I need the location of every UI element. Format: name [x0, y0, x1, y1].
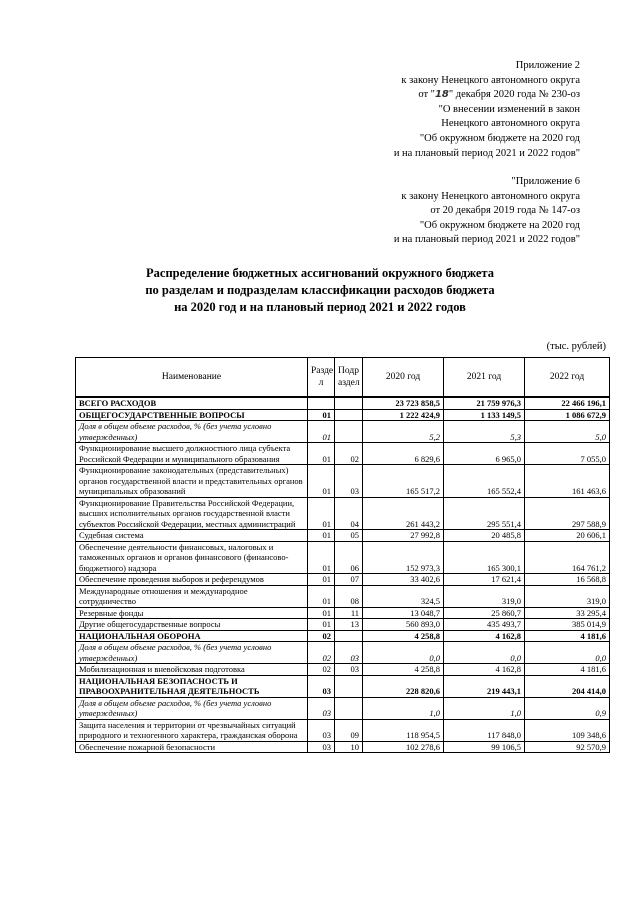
cell-2021: 17 621,4 [444, 574, 525, 586]
cell-2021: 5,3 [444, 421, 525, 443]
cell-2022: 297 588,9 [525, 497, 610, 530]
cell-name: Функционирование законодательных (представительных) органов государственной власти и представительных органов муниципальных образований [76, 465, 308, 498]
cell-section: 01 [308, 619, 335, 631]
cell-2021: 1,0 [444, 697, 525, 719]
table-row [76, 619, 610, 631]
cell-name: НАЦИОНАЛЬНАЯ БЕЗОПАСНОСТЬ И ПРАВООХРАНИТЕЛЬНАЯ ДЕЯТЕЛЬНОСТЬ [76, 675, 308, 697]
appendix-date-line: от "18" декабря 2020 года № 230-оз [418, 89, 580, 101]
cell-2021: 4 162,8 [444, 630, 525, 642]
cell-2021: 165 300,1 [444, 541, 525, 574]
cell-2020: 13 048,7 [363, 607, 444, 619]
cell-2022: 385 014,9 [525, 619, 610, 631]
cell-subsection: 03 [335, 465, 363, 498]
appendix-line: Ненецкого автономного округа [441, 118, 580, 130]
cell-name: Резервные фонды [76, 607, 308, 619]
cell-2020: 228 820,6 [363, 675, 444, 697]
cell-2021: 435 493,7 [444, 619, 525, 631]
cell-2022: 20 606,1 [525, 530, 610, 542]
cell-subsection: 04 [335, 497, 363, 530]
cell-2021: 165 552,4 [444, 465, 525, 498]
appendix-line: к закону Ненецкого автономного округа [401, 74, 580, 86]
cell-section: 01 [308, 443, 335, 465]
table-row [76, 719, 610, 741]
cell-2020: 118 954,5 [363, 719, 444, 741]
cell-name: Судебная система [76, 530, 308, 542]
table-row [76, 741, 610, 753]
appendix-line: от 20 декабря 2019 года № 147-оз [430, 205, 580, 217]
cell-2022: 1 086 672,9 [525, 409, 610, 421]
cell-2022: 4 181,6 [525, 664, 610, 676]
appendix-line: и на плановый период 2021 и 2022 годов" [393, 147, 580, 159]
table-row [76, 397, 610, 409]
appendix-line: "Об окружном бюджете на 2020 год [419, 219, 580, 231]
header-subsection: Подр аздел [335, 358, 363, 398]
table-row [76, 585, 610, 607]
cell-section: 01 [308, 574, 335, 586]
cell-2020: 6 829,6 [363, 443, 444, 465]
cell-section: 01 [308, 465, 335, 498]
cell-section: 02 [308, 630, 335, 642]
cell-2020: 4 258,8 [363, 630, 444, 642]
cell-subsection: 10 [335, 741, 363, 753]
cell-section: 01 [308, 530, 335, 542]
cell-2022: 0,0 [525, 642, 610, 664]
table-body [76, 397, 610, 753]
cell-name: Защита населения и территории от чрезвычайных ситуаций природного и техногенного характера, гражданская оборона [76, 719, 308, 741]
cell-section [308, 397, 335, 409]
cell-2020: 560 893,0 [363, 619, 444, 631]
cell-2022: 109 348,6 [525, 719, 610, 741]
cell-2020: 1 222 424,9 [363, 409, 444, 421]
header-2022: 2022 год [525, 358, 610, 398]
cell-name: Другие общегосударственные вопросы [76, 619, 308, 631]
cell-section: 03 [308, 697, 335, 719]
cell-2022: 22 466 196,1 [525, 397, 610, 409]
cell-subsection: 09 [335, 719, 363, 741]
cell-2022: 16 568,8 [525, 574, 610, 586]
table-row [76, 443, 610, 465]
budget-table [75, 357, 610, 753]
cell-name: Доля в общем объеме расходов, % (без учета условно утвержденных) [76, 421, 308, 443]
table-row [76, 642, 610, 664]
cell-2021: 6 965,0 [444, 443, 525, 465]
cell-name: Доля в общем объеме расходов, % (без учета условно утвержденных) [76, 642, 308, 664]
cell-section: 01 [308, 421, 335, 443]
table-row [76, 664, 610, 676]
cell-2020: 324,5 [363, 585, 444, 607]
cell-2022: 92 570,9 [525, 741, 610, 753]
title-line: Распределение бюджетных ассигнований окружного бюджета [146, 266, 494, 280]
cell-2021: 99 106,5 [444, 741, 525, 753]
cell-subsection [335, 409, 363, 421]
appendix-line: "Об окружном бюджете на 2020 год [419, 132, 580, 144]
header-2021: 2021 год [444, 358, 525, 398]
table-row [76, 465, 610, 498]
cell-2020: 5,2 [363, 421, 444, 443]
handwritten-day: 18 [434, 89, 449, 101]
cell-subsection: 11 [335, 607, 363, 619]
header-section: Разде л [308, 358, 335, 398]
cell-name: ОБЩЕГОСУДАРСТВЕННЫЕ ВОПРОСЫ [76, 409, 308, 421]
table-row [76, 675, 610, 697]
cell-2020: 33 402,6 [363, 574, 444, 586]
cell-name: Обеспечение пожарной безопасности [76, 741, 308, 753]
table-row [76, 574, 610, 586]
title-line: по разделам и подразделам классификации расходов бюджета [145, 283, 495, 297]
cell-name: Доля в общем объеме расходов, % (без учета условно утвержденных) [76, 697, 308, 719]
cell-2020: 0,0 [363, 642, 444, 664]
cell-subsection: 02 [335, 443, 363, 465]
cell-2022: 319,0 [525, 585, 610, 607]
cell-2021: 219 443,1 [444, 675, 525, 697]
table-row [76, 421, 610, 443]
cell-section: 03 [308, 741, 335, 753]
cell-2020: 27 992,8 [363, 530, 444, 542]
cell-section: 02 [308, 664, 335, 676]
document-title [0, 265, 640, 316]
appendix-line: "О внесении изменений в закон [438, 103, 580, 115]
cell-2021: 21 759 976,3 [444, 397, 525, 409]
units-label: (тыс. рублей) [546, 341, 606, 352]
cell-2021: 319,0 [444, 585, 525, 607]
cell-name: Функционирование Правительства Российской Федерации, высших исполнительных органов государственной власти субъектов Российской Федерации, местных администраций [76, 497, 308, 530]
cell-2022: 4 181,6 [525, 630, 610, 642]
cell-2020: 4 258,8 [363, 664, 444, 676]
appendix-line: и на плановый период 2021 и 2022 годов" [393, 234, 580, 246]
cell-2020: 152 973,3 [363, 541, 444, 574]
cell-2022: 204 414,0 [525, 675, 610, 697]
cell-subsection [335, 421, 363, 443]
cell-2021: 1 133 149,5 [444, 409, 525, 421]
cell-2020: 23 723 858,5 [363, 397, 444, 409]
cell-subsection [335, 630, 363, 642]
table-row [76, 541, 610, 574]
cell-name: Международные отношения и международное сотрудничество [76, 585, 308, 607]
cell-section: 03 [308, 675, 335, 697]
cell-section: 01 [308, 497, 335, 530]
cell-subsection [335, 675, 363, 697]
table-row [76, 497, 610, 530]
cell-section: 01 [308, 409, 335, 421]
cell-2021: 117 848,0 [444, 719, 525, 741]
appendix-line: Приложение 2 [515, 60, 580, 71]
appendix-6-block [394, 175, 580, 248]
cell-2022: 5,0 [525, 421, 610, 443]
cell-subsection: 07 [335, 574, 363, 586]
table-row [76, 630, 610, 642]
cell-2022: 7 055,0 [525, 443, 610, 465]
cell-2022: 33 295,4 [525, 607, 610, 619]
cell-2021: 25 860,7 [444, 607, 525, 619]
header-name: Наименование [76, 358, 308, 398]
table-row [76, 697, 610, 719]
cell-subsection: 03 [335, 664, 363, 676]
cell-2021: 295 551,4 [444, 497, 525, 530]
cell-section: 01 [308, 607, 335, 619]
cell-name: Обеспечение проведения выборов и референдумов [76, 574, 308, 586]
table-row [76, 409, 610, 421]
cell-name: Функционирование высшего должностного лица субъекта Российской Федерации и муниципального образования [76, 443, 308, 465]
cell-section: 03 [308, 719, 335, 741]
appendix-2-block [394, 59, 580, 161]
cell-2020: 102 278,6 [363, 741, 444, 753]
cell-section: 01 [308, 541, 335, 574]
cell-2021: 4 162,8 [444, 664, 525, 676]
cell-section: 01 [308, 585, 335, 607]
cell-subsection: 05 [335, 530, 363, 542]
cell-name: Мобилизационная и вневойсковая подготовка [76, 664, 308, 676]
cell-2020: 1,0 [363, 697, 444, 719]
cell-name: НАЦИОНАЛЬНАЯ ОБОРОНА [76, 630, 308, 642]
cell-subsection [335, 697, 363, 719]
cell-2020: 165 517,2 [363, 465, 444, 498]
cell-section: 02 [308, 642, 335, 664]
cell-2020: 261 443,2 [363, 497, 444, 530]
cell-2021: 0,0 [444, 642, 525, 664]
title-line: на 2020 год и на плановый период 2021 и 2022 годов [174, 300, 466, 314]
cell-subsection: 06 [335, 541, 363, 574]
cell-2022: 161 463,6 [525, 465, 610, 498]
cell-name: ВСЕГО РАСХОДОВ [76, 397, 308, 409]
cell-name: Обеспечение деятельности финансовых, налоговых и таможенных органов и органов финансового (финансово-бюджетного) надзора [76, 541, 308, 574]
cell-subsection: 13 [335, 619, 363, 631]
appendix-line: к закону Ненецкого автономного округа [401, 190, 580, 202]
cell-subsection: 08 [335, 585, 363, 607]
cell-subsection [335, 397, 363, 409]
cell-2021: 20 485,8 [444, 530, 525, 542]
header-2020: 2020 год [363, 358, 444, 398]
table-row [76, 530, 610, 542]
cell-subsection: 03 [335, 642, 363, 664]
cell-2022: 0,9 [525, 697, 610, 719]
table-header-row [76, 358, 610, 398]
table-row [76, 607, 610, 619]
appendix-line: "Приложение 6 [511, 176, 580, 187]
cell-2022: 164 761,2 [525, 541, 610, 574]
